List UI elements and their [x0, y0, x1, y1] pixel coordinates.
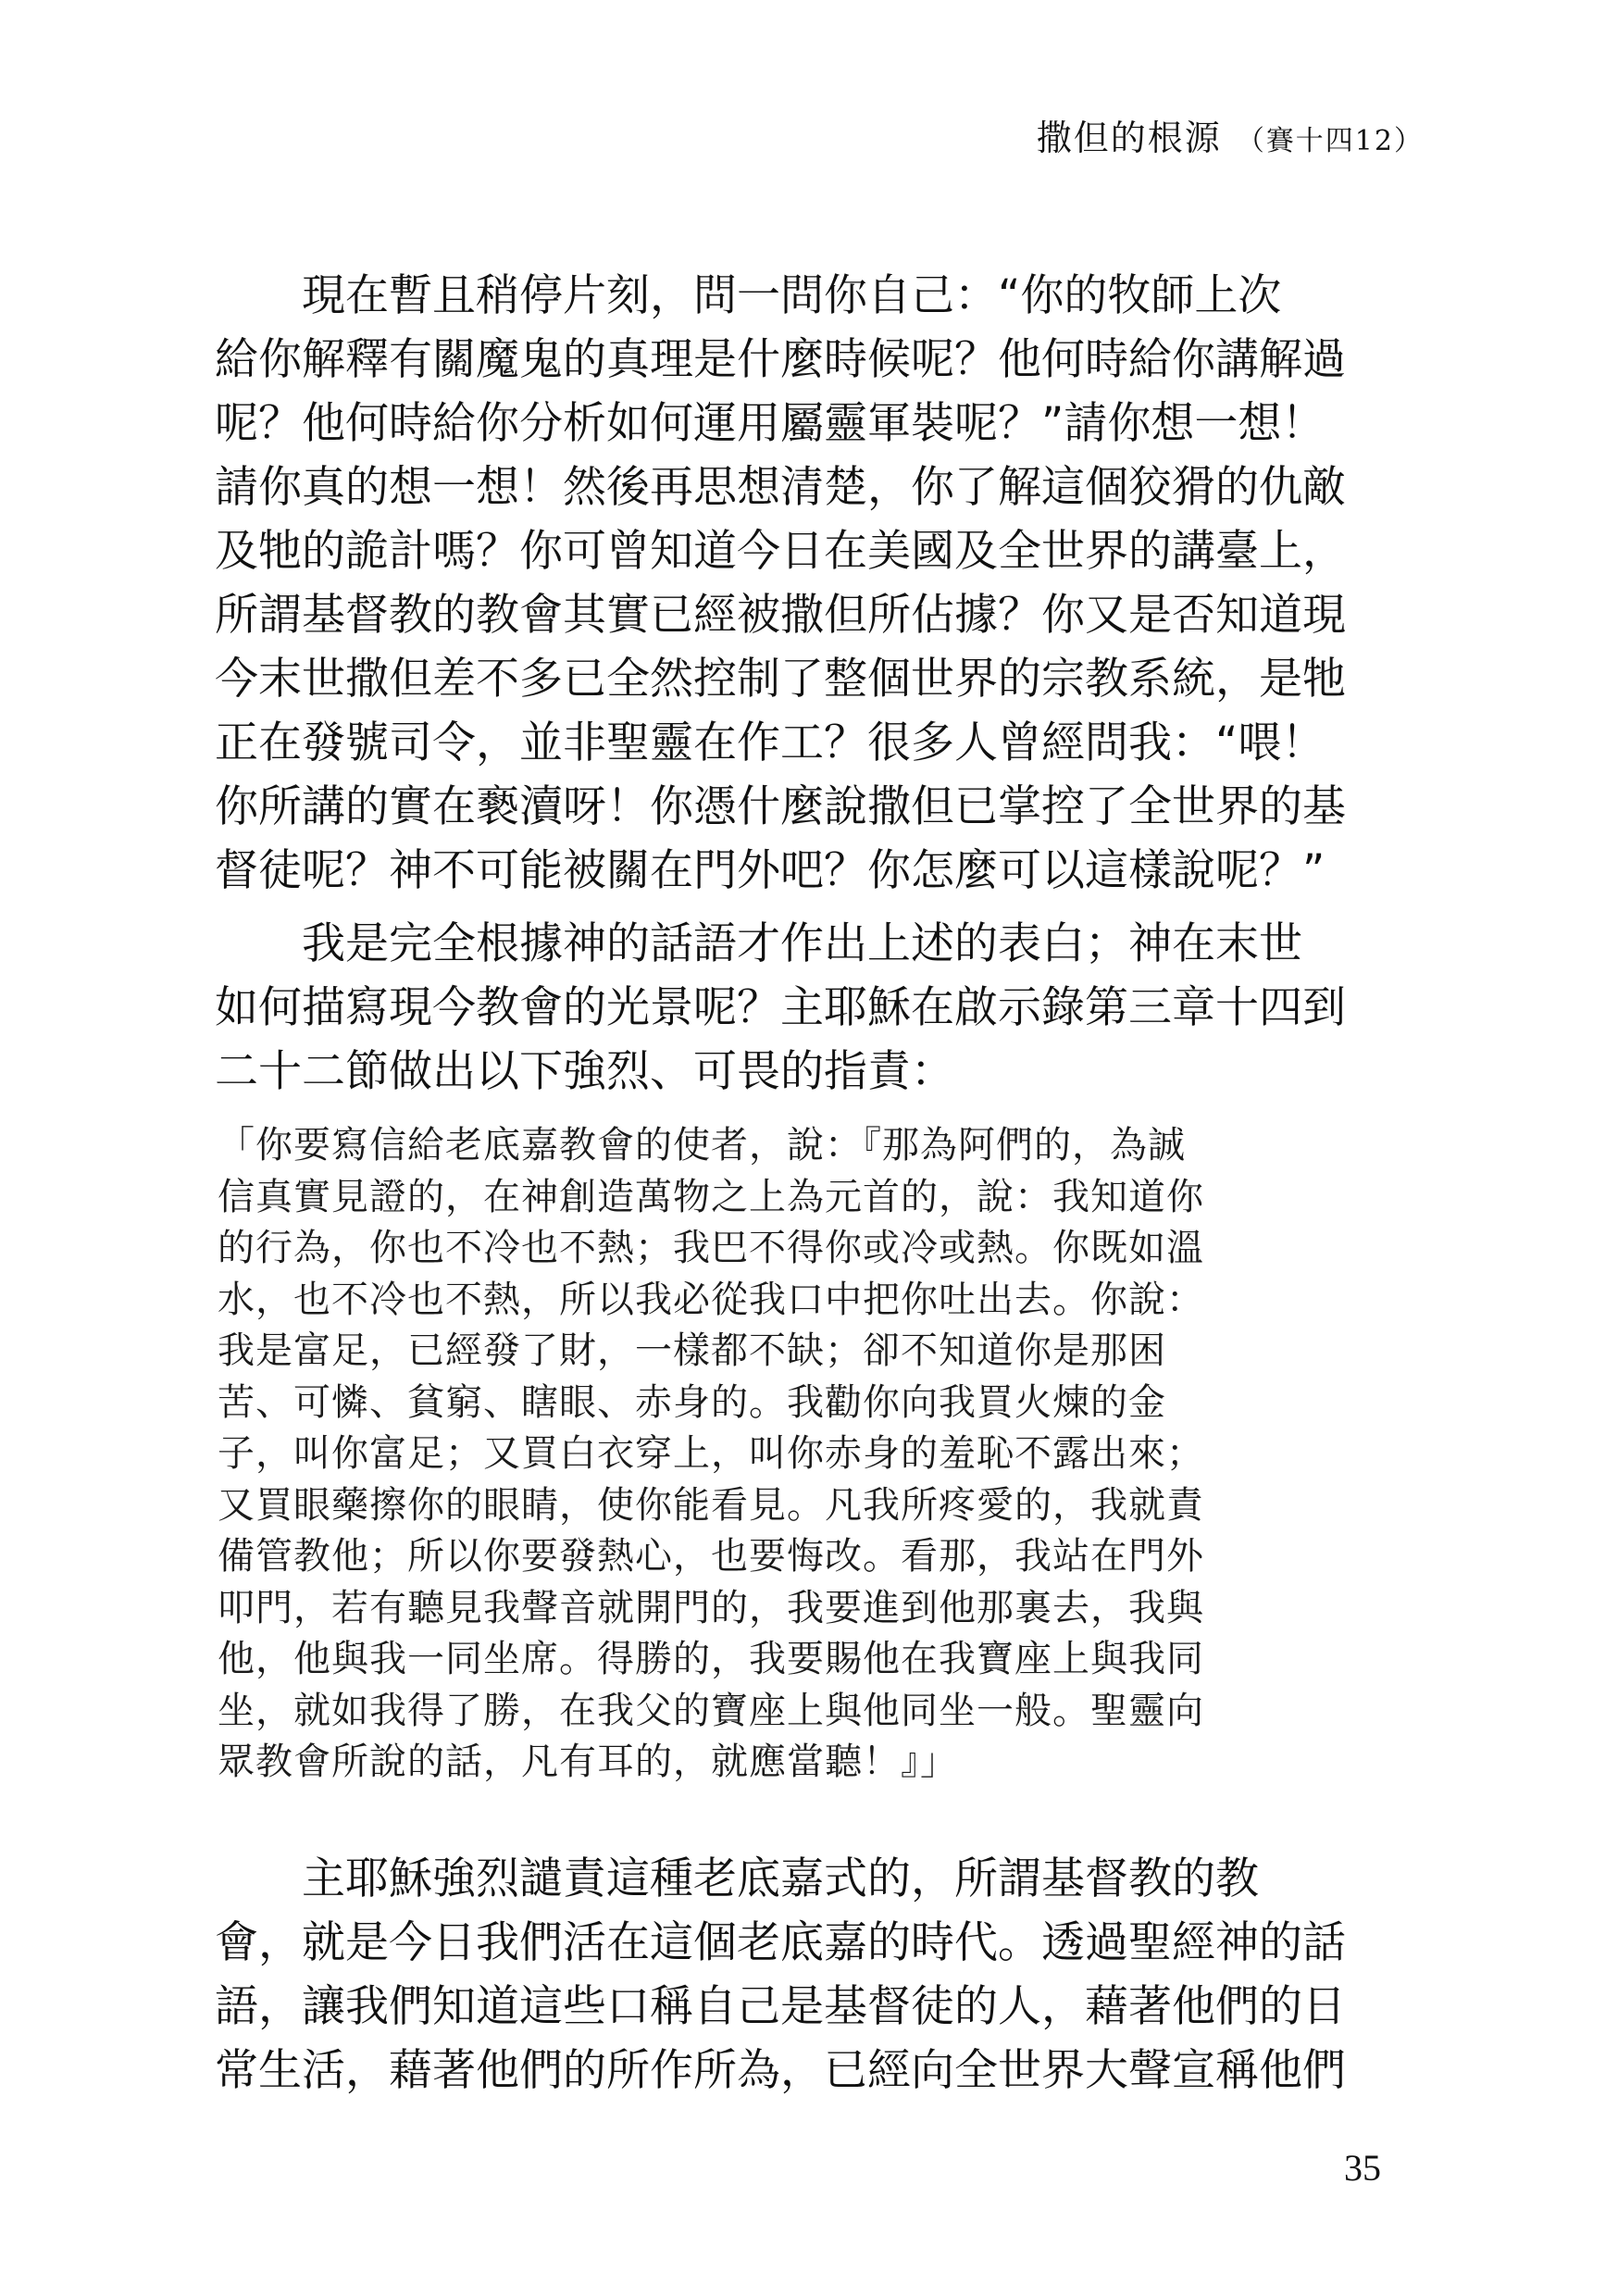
paragraph-text: 主耶穌強烈譴責這種老底嘉式的，所謂基督教的教 會，就是今日我們活在這個老底嘉的時代。透過聖經神的話 語，讓我們知道這些口稱自己是基督徒的人，藉著他們的日 常生活，藉著他們的所作所為，已經向全世界大聲宣稱他們 [215, 1853, 1346, 2096]
paragraph-3 [215, 1847, 1437, 2103]
header-title: 撒但的根源 [1036, 118, 1222, 158]
paragraph-2 [215, 912, 1437, 1104]
header-reference: （賽十四12） [1236, 125, 1424, 157]
paragraph-text: 我是完全根據神的話語才作出上述的表白；神在末世 如何描寫現今教會的光景呢？主耶穌在啟示錄第三章十四到 二十二節做出以下強烈、可畏的指責： [215, 918, 1346, 1097]
scripture-quote: 「你要寫信給老底嘉教會的使者，說：『那為阿們的，為誠 信真實見證的，在神創造萬物之上為元首的，說：我知道你 的行為，你也不冷也不熱；我巴不得你或冷或熱。你既如溫 水，也不冷也不熱，所以我必從我口中把你吐出去。你說： 我是富足，已經發了財，一樣都不缺；卻不知道你是那困 苦、可憐、貧窮、瞎眼、赤身的。我勸你向我買火煉的金 子，叫你富足；又買白衣穿上，叫你赤身的羞恥不露出來； 又買眼藥擦你的眼睛，使你能看見。凡我所疼愛的，我就責 備管教他；所以你要發熱心，也要悔改。看那，我站在門外 叩門，若有聽見我聲音就開門的，我要進到他那裏去，我與 他，他與我一同坐席。得勝的，我要賜他在我寶座上與我同 坐，就如我得了勝，在我父的寶座上與他同坐一般。聖靈向 眾教會所說的話，凡有耳的，就應當聽！』」 [218, 1124, 1204, 1783]
paragraph-text: 現在暫且稍停片刻，問一問你自己：“你的牧師上次 給你解釋有關魔鬼的真理是什麼時候呢？他何時給你講解過 呢？他何時給你分析如何運用屬靈軍裝呢？”請你想一想！ 請你真的想一想！然後再思想清楚，你了解這個狡猾的仇敵 及牠的詭計嗎？你可曾知道今日在美國及全世界的講臺上， 所謂基督教的教會其實已經被撒但所佔據？你又是否知道現 今末世撒但差不多已全然控制了整個世界的宗教系統，是牠 正在發號司令，並非聖靈在作工？很多人曾經問我：“喂！ 你所講的實在褻瀆呀！你憑什麼說撒但已掌控了全世界的基 督徒呢？神不可能被關在門外吧？你怎麼可以這樣說呢？” [215, 270, 1346, 896]
paragraph-1 [215, 264, 1437, 903]
page-number: 35 [1344, 2147, 1381, 2189]
running-header [1037, 109, 1424, 160]
